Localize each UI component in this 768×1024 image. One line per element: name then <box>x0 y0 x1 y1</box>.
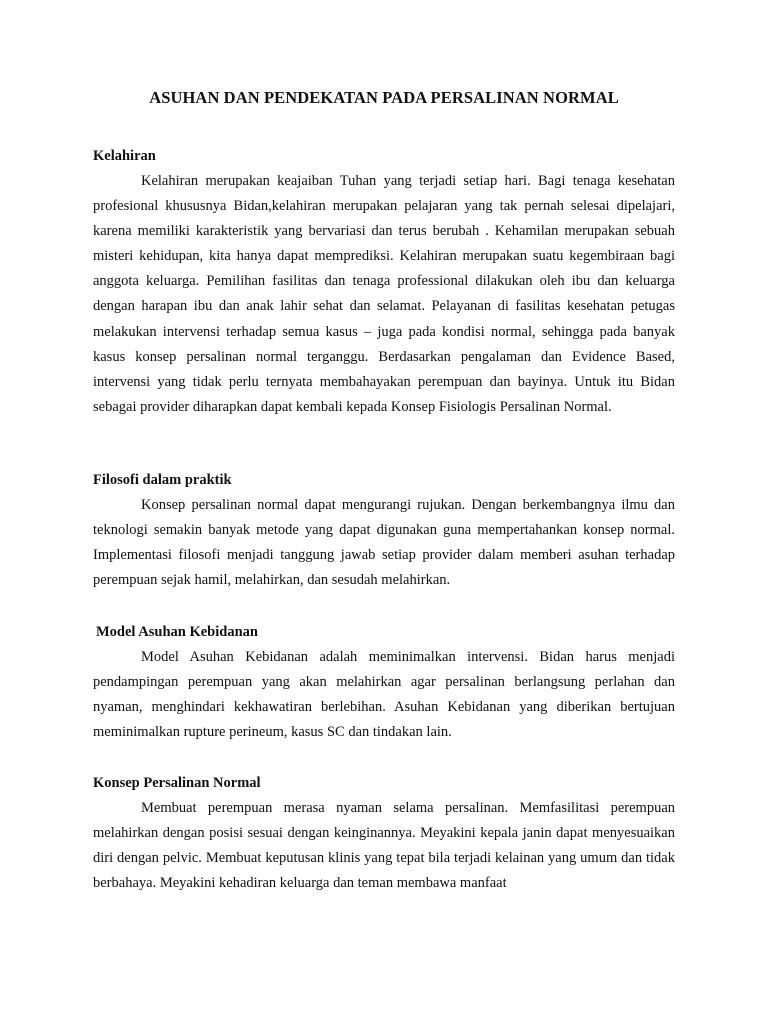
section-kelahiran <box>93 144 675 420</box>
section-paragraph: Kelahiran merupakan keajaiban Tuhan yang terjadi setiap hari. Bagi tenaga kesehatan profesional khususnya Bidan,kelahiran merupakan pelajaran yang tak pernah selesai dipelajari, karena memiliki karakteristik yang bervariasi dan terus berubah . Kehamilan merupakan sebuah misteri kehidupan, kita hanya dapat memprediksi. Kelahiran merupakan suatu kegembiraan bagi anggota keluarga. Pemilihan fasilitas dan tenaga professional dilakukan oleh ibu dan keluarga dengan harapan ibu dan anak lahir sehat dan selamat. Pelayanan di fasilitas kesehatan petugas melakukan intervensi terhadap semua kasus – juga pada kondisi normal, sehingga pada banyak kasus konsep persalinan normal terganggu. Berdasarkan pengalaman dan Evidence Based, intervensi yang tidak perlu ternyata membahayakan perempuan dan bayinya. Untuk itu Bidan sebagai provider diharapkan dapat kembali kepada Konsep Fisiologis Persalinan Normal. <box>93 173 675 415</box>
section-heading: Model Asuhan Kebidanan <box>96 624 258 640</box>
section-filosofi <box>93 468 675 593</box>
section-heading: Filosofi dalam praktik <box>93 472 232 488</box>
section-model-asuhan <box>93 620 675 745</box>
document-title: ASUHAN DAN PENDEKATAN PADA PERSALINAN NORMAL <box>149 88 619 107</box>
section-heading: Kelahiran <box>93 148 156 164</box>
section-konsep-persalinan <box>93 771 675 896</box>
section-paragraph: Membuat perempuan merasa nyaman selama persalinan. Memfasilitasi perempuan melahirkan dengan posisi sesuai dengan keinginannya. Meyakini kepala janin dapat menyesuaikan diri dengan pelvic. Membuat keputusan klinis yang tepat bila terjadi kelainan yang umum dan tidak berbahaya. Meyakini kehadiran keluarga dan teman membawa manfaat <box>93 800 675 892</box>
section-paragraph: Konsep persalinan normal dapat mengurangi rujukan. Dengan berkembangnya ilmu dan teknologi semakin banyak metode yang dapat digunakan guna mempertahankan konsep normal. Implementasi filosofi menjadi tanggung jawab setiap provider dalam memberi asuhan terhadap perempuan sejak hamil, melahirkan, dan sesudah melahirkan. <box>93 497 675 589</box>
section-heading: Konsep Persalinan Normal <box>93 775 261 791</box>
section-paragraph: Model Asuhan Kebidanan adalah meminimalkan intervensi. Bidan harus menjadi pendampingan perempuan yang akan melahirkan agar persalinan berlangsung perlahan dan nyaman, menghindari kekhawatiran berlebihan. Asuhan Kebidanan yang diberikan bertujuan meminimalkan rupture perineum, kasus SC dan tindakan lain. <box>93 649 675 741</box>
